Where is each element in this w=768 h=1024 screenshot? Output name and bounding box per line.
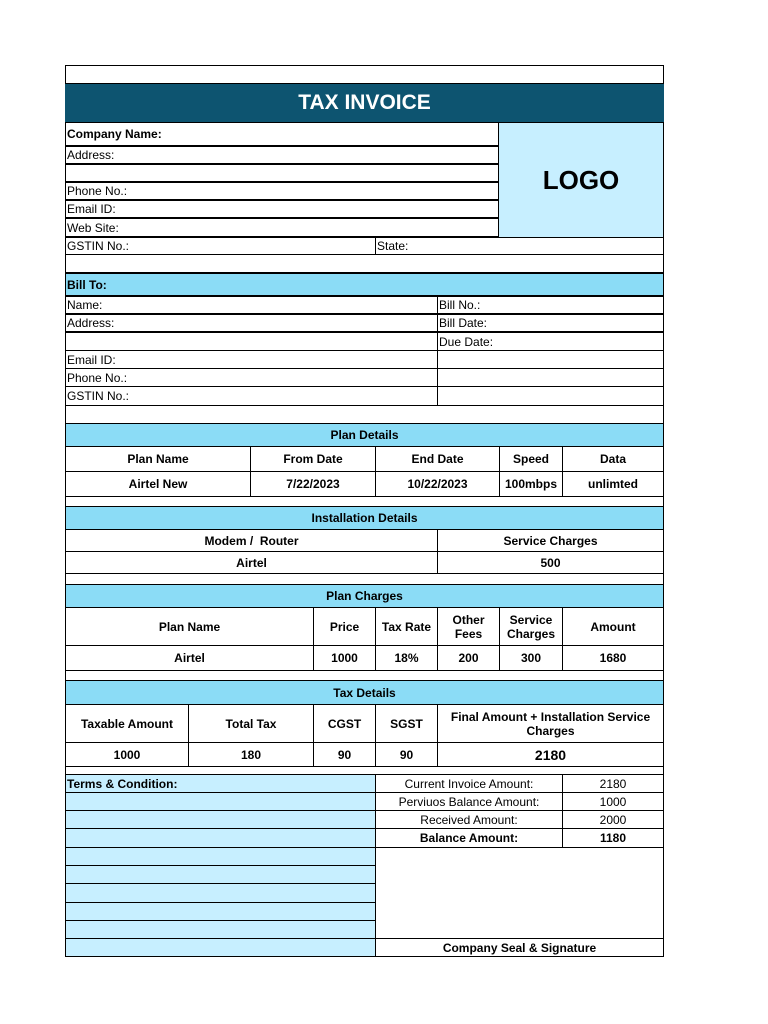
bill-to-side-cell-1 <box>437 350 664 369</box>
summary-balance-value: 1180 <box>562 828 664 848</box>
plan-details-header-speed: Speed <box>499 446 563 472</box>
plan-details-header-plan-name: Plan Name <box>65 446 251 472</box>
logo-text: LOGO <box>542 164 620 195</box>
bill-to-side-cell-3 <box>437 386 664 406</box>
summary-received-label: Received Amount: <box>375 810 563 829</box>
summary-current-invoice-label: Current Invoice Amount: <box>375 774 563 793</box>
company-state-label: State: <box>377 239 409 253</box>
plan-details-header-end-date: End Date <box>375 446 500 472</box>
tax-final-amount: 2180 <box>437 742 664 767</box>
tax-header-cgst: CGST <box>313 704 376 743</box>
bill-to-email-label: Email ID: <box>67 352 116 367</box>
tax-cgst: 90 <box>313 742 376 767</box>
installation-modem-value: Airtel <box>65 551 438 574</box>
installation-heading: Installation Details <box>311 511 418 525</box>
company-address-row <box>65 146 499 164</box>
company-gstin-label: GSTIN No.: <box>67 239 130 253</box>
bill-to-name-label: Name: <box>67 298 103 312</box>
plan-details-plan-name: Airtel New <box>65 471 251 497</box>
company-website-row <box>65 218 499 237</box>
terms-row-5 <box>65 847 376 866</box>
tax-header-final-amount: Final Amount + Installation Service Charges <box>437 704 664 743</box>
plan-charges-plan-name: Airtel <box>65 645 314 671</box>
terms-row-8 <box>65 902 376 921</box>
terms-row-9 <box>65 920 376 939</box>
bill-to-address-row-2 <box>65 332 438 351</box>
plan-charges-header-other-fees: Other Fees <box>437 607 500 646</box>
plan-charges-header-price: Price <box>313 607 376 646</box>
plan-details-header-data: Data <box>562 446 664 472</box>
signature-area <box>375 847 664 939</box>
plan-charges-service-charges: 300 <box>499 645 563 671</box>
bill-to-gstin-label: GSTIN No.: <box>67 389 130 403</box>
bill-to-heading: Bill To: <box>67 277 107 292</box>
plan-charges-tax-rate: 18% <box>375 645 438 671</box>
installation-header-service-charges: Service Charges <box>437 529 664 552</box>
summary-balance-label: Balance Amount: <box>375 828 563 848</box>
bill-no-label: Bill No.: <box>439 298 481 312</box>
invoice-sheet <box>65 65 664 957</box>
plan-details-speed: 100mbps <box>499 471 563 497</box>
terms-row-3 <box>65 810 376 829</box>
plan-details-data: unlimted <box>562 471 664 497</box>
summary-previous-balance-value: 1000 <box>562 792 664 811</box>
company-state-cell <box>375 237 664 255</box>
invoice-title: TAX INVOICE <box>65 84 664 122</box>
bill-to-side-cell-2 <box>437 368 664 387</box>
spacer-row-2 <box>65 405 664 424</box>
bill-to-address-label: Address: <box>67 316 115 330</box>
bill-to-email-row <box>65 350 438 369</box>
tax-sgst: 90 <box>375 742 438 767</box>
plan-details-header-from-date: From Date <box>250 446 376 472</box>
company-seal-signature: Company Seal & Signature <box>375 938 664 957</box>
summary-previous-balance-label: Perviuos Balance Amount: <box>375 792 563 811</box>
tax-taxable-amount: 1000 <box>65 742 189 767</box>
tax-header-taxable-amount: Taxable Amount <box>65 704 189 743</box>
plan-charges-heading: Plan Charges <box>326 589 403 603</box>
plan-details-end-date: 10/22/2023 <box>375 471 500 497</box>
plan-charges-header-service-charges: Service Charges <box>499 607 563 646</box>
plan-charges-header-amount: Amount <box>562 607 664 646</box>
spacer-row-1 <box>65 254 664 273</box>
plan-charges-header-tax-rate: Tax Rate <box>375 607 438 646</box>
plan-charges-price: 1000 <box>313 645 376 671</box>
company-email-row <box>65 200 499 218</box>
company-website-label: Web Site: <box>67 220 119 235</box>
tax-header-total-tax: Total Tax <box>188 704 314 743</box>
summary-received-value: 2000 <box>562 810 664 829</box>
company-address-row-2 <box>65 164 499 182</box>
top-spacer-row <box>65 65 664 84</box>
bill-to-phone-label: Phone No.: <box>67 370 128 385</box>
company-address-label: Address: <box>67 148 115 162</box>
company-name-label: Company Name: <box>67 127 162 141</box>
summary-current-invoice-value: 2180 <box>562 774 664 793</box>
installation-service-charges-value: 500 <box>437 551 664 574</box>
bill-to-address-row <box>65 314 438 332</box>
company-email-label: Email ID: <box>67 202 116 216</box>
tax-details-heading: Tax Details <box>333 685 396 700</box>
terms-row-6 <box>65 865 376 884</box>
terms-row-4 <box>65 828 376 848</box>
terms-row-10 <box>65 938 376 957</box>
due-date-label: Due Date: <box>439 334 494 349</box>
tax-total-tax: 180 <box>188 742 314 767</box>
bill-to-band <box>65 273 664 296</box>
company-phone-label: Phone No.: <box>67 184 128 198</box>
plan-details-from-date: 7/22/2023 <box>250 471 376 497</box>
terms-row-7 <box>65 883 376 903</box>
bill-to-name-row <box>65 296 438 314</box>
plan-charges-other-fees: 200 <box>437 645 500 671</box>
installation-header-modem: Modem / Router <box>65 529 438 552</box>
plan-charges-header-plan-name: Plan Name <box>65 607 314 646</box>
terms-heading: Terms & Condition: <box>67 776 178 791</box>
plan-charges-amount: 1680 <box>562 645 664 671</box>
terms-row-2 <box>65 792 376 811</box>
company-phone-row <box>65 182 499 200</box>
plan-details-heading: Plan Details <box>330 428 399 442</box>
bill-date-label: Bill Date: <box>439 316 488 330</box>
tax-header-sgst: SGST <box>375 704 438 743</box>
